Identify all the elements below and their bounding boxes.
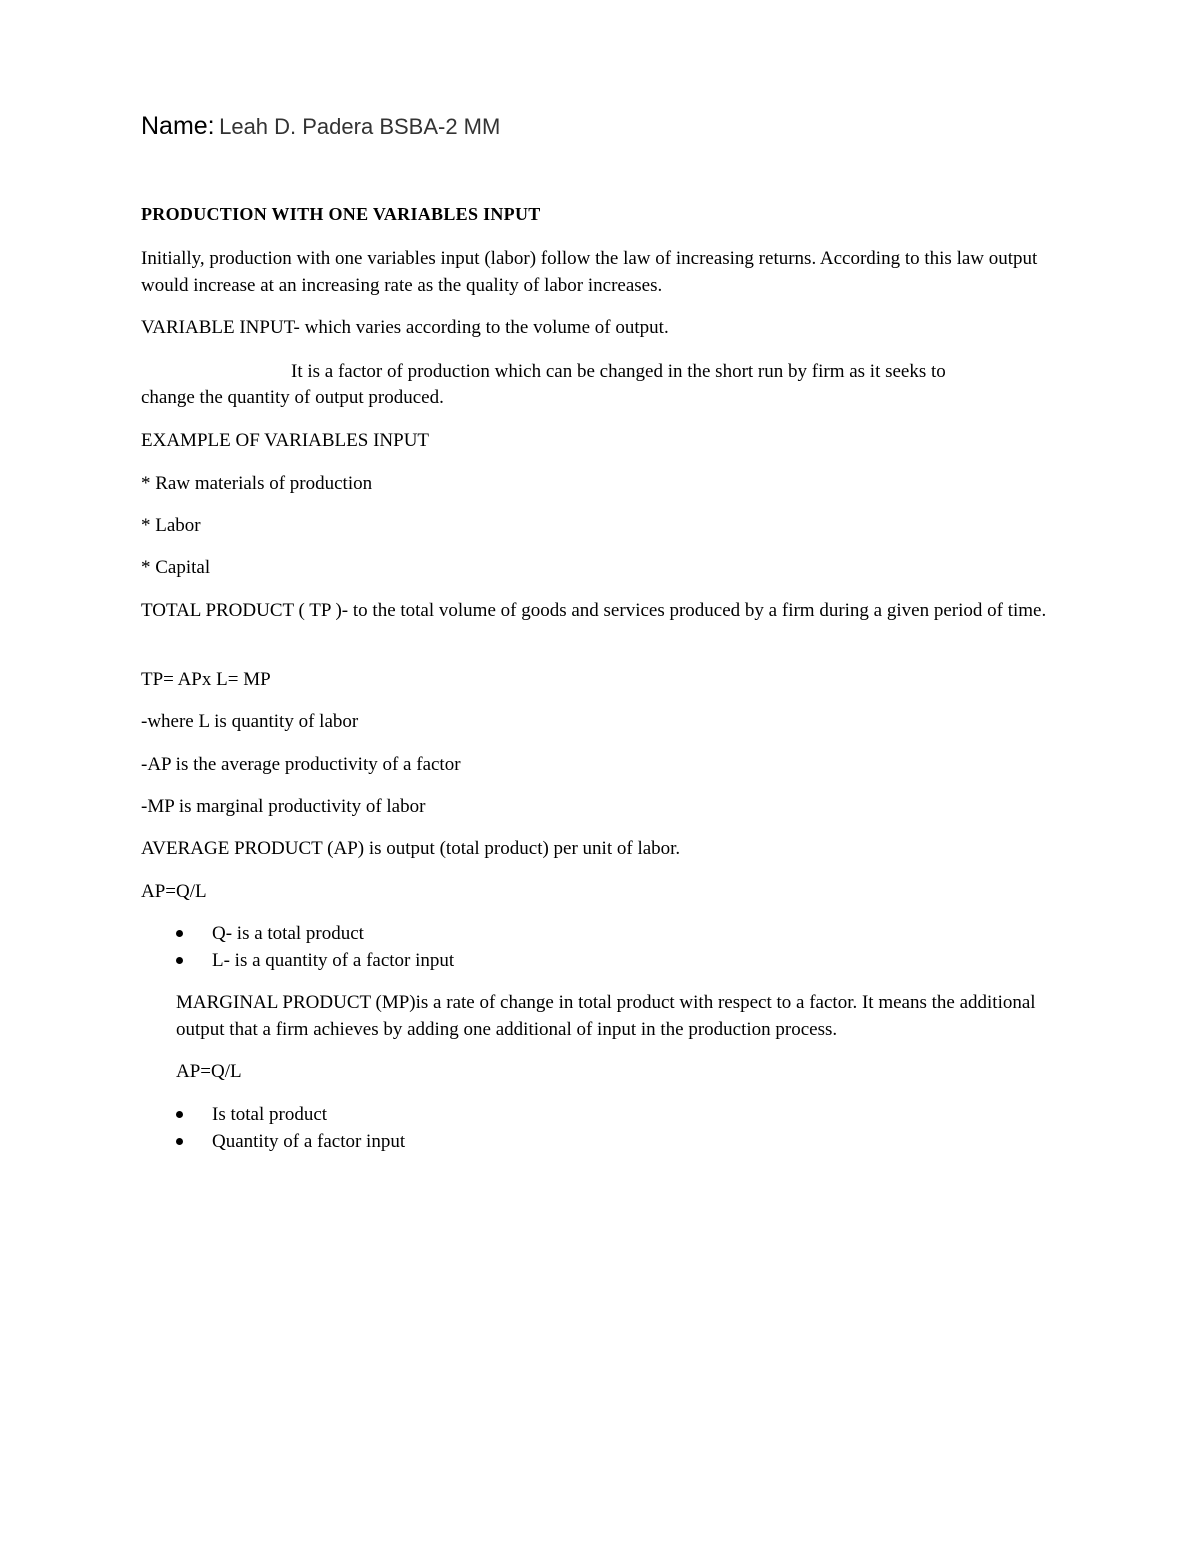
example-item: * Raw materials of production: [141, 473, 373, 494]
example-item: * Capital: [141, 557, 211, 578]
name-label: Name:: [141, 112, 215, 140]
bullet-icon: [176, 1111, 183, 1118]
total-product-note: -MP is marginal productivity of labor: [141, 796, 426, 817]
list-item: [176, 920, 454, 947]
variable-input-detail-first: It is a factor of production which can be changed in the short run by firm as it seeks to: [291, 361, 946, 382]
total-product-definition: TOTAL PRODUCT ( TP )- to the total volume of goods and services produced by a firm during a given period of time.: [141, 600, 1047, 621]
examples-heading: EXAMPLE OF VARIABLES INPUT: [141, 430, 430, 451]
variable-input-detail-second: change the quantity of output produced.: [141, 387, 444, 408]
intro-paragraph: Initially, production with one variables input (labor) follow the law of increasing returns. According to this law output would increase at an increasing rate as the quality of labor increases.: [141, 248, 1038, 296]
total-product-note: -AP is the average productivity of a factor: [141, 754, 461, 775]
variable-input-definition: VARIABLE INPUT- which varies according to the volume of output.: [141, 317, 669, 338]
bullet-icon: [176, 957, 183, 964]
bullet-icon: [176, 1138, 183, 1145]
name-line: [141, 112, 500, 141]
list-item-text: L- is a quantity of a factor input: [212, 950, 455, 971]
average-product-formula: AP=Q/L: [141, 881, 207, 902]
list-item-text: Q- is a total product: [212, 923, 364, 944]
average-product-bullets: [176, 920, 454, 974]
list-item: [176, 947, 454, 974]
marginal-product-bullets: [176, 1101, 405, 1155]
marginal-product-definition: MARGINAL PRODUCT (MP)is a rate of change in total product with respect to a factor. It means the additional output that a firm achieves by adding one additional of input in the production process.: [176, 992, 1036, 1040]
name-value: Leah D. Padera BSBA-2 MM: [219, 114, 501, 139]
total-product-note: -where L is quantity of labor: [141, 711, 359, 732]
list-item-text: Quantity of a factor input: [212, 1131, 406, 1152]
list-item-text: Is total product: [212, 1104, 328, 1125]
marginal-product-formula: AP=Q/L: [176, 1061, 242, 1082]
total-product-formula: TP= APx L= MP: [141, 669, 271, 690]
list-item: [176, 1101, 405, 1128]
document-title: PRODUCTION WITH ONE VARIABLES INPUT: [141, 204, 541, 224]
average-product-definition: AVERAGE PRODUCT (AP) is output (total product) per unit of labor.: [141, 838, 681, 859]
example-item: * Labor: [141, 515, 201, 536]
list-item: [176, 1128, 405, 1155]
bullet-icon: [176, 930, 183, 937]
